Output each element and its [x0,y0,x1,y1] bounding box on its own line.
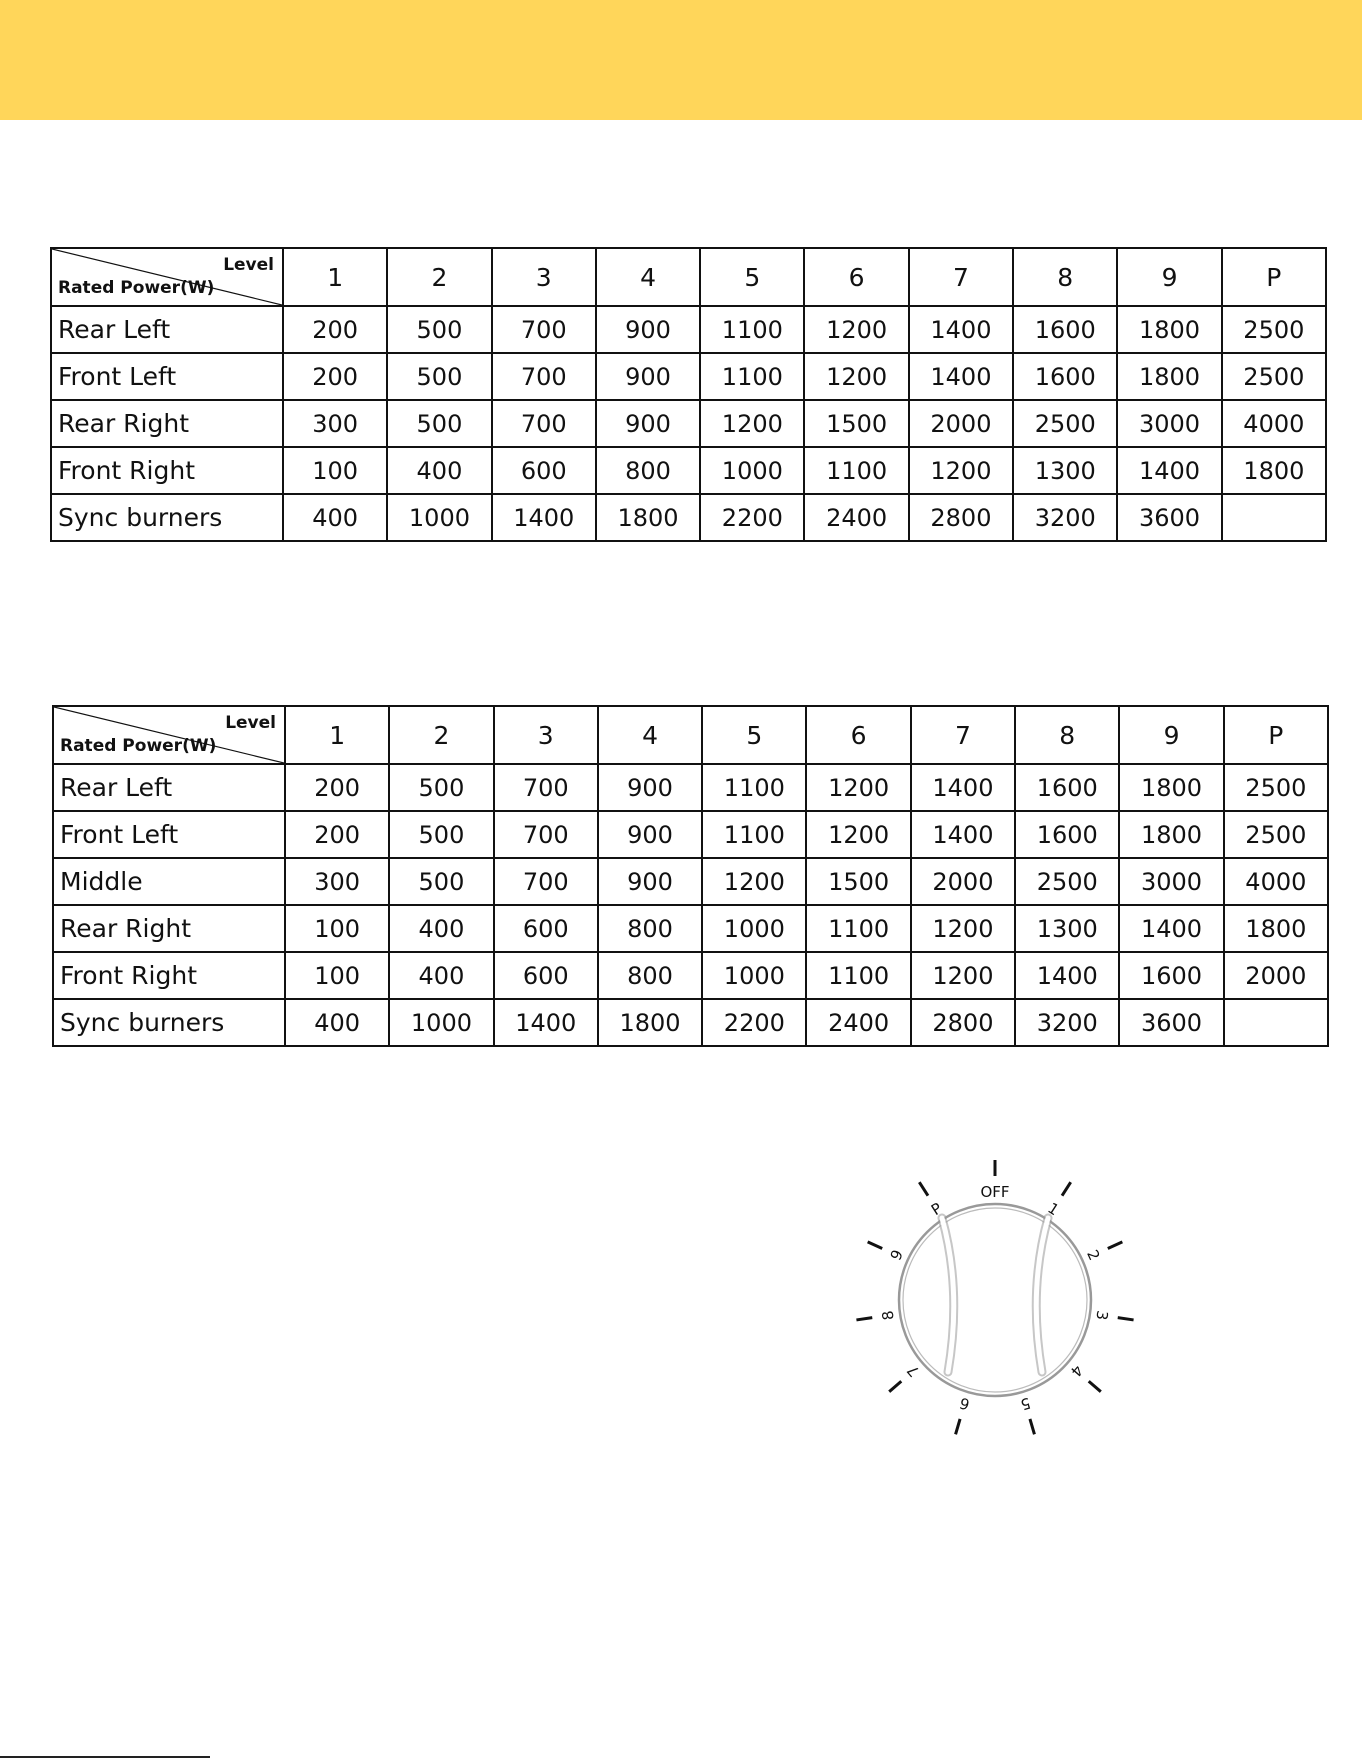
power-cell: 800 [596,447,700,494]
rated-power-label: Rated Power(W) [60,736,217,756]
level-header: 2 [387,248,491,306]
dial-label-off: OFF [980,1183,1010,1201]
power-cell: 2500 [1013,400,1117,447]
power-cell: 1300 [1013,447,1117,494]
power-cell: 1600 [1119,952,1223,999]
zone-label: Front Right [53,952,285,999]
power-cell: 1400 [1015,952,1119,999]
power-cell: 900 [596,400,700,447]
table-row [53,764,1328,811]
power-cell: 200 [283,353,387,400]
power-cell: 4000 [1222,400,1326,447]
power-cell: 1200 [700,400,804,447]
power-cell: 200 [283,306,387,353]
power-cell: 1100 [700,306,804,353]
power-cell: 400 [387,447,491,494]
level-header: 2 [389,706,493,764]
level-header: P [1222,248,1326,306]
dial-tick [1089,1381,1101,1391]
power-cell: 1600 [1013,353,1117,400]
table-row [53,905,1328,952]
dial-tick [1030,1419,1035,1434]
header-band [0,0,1362,120]
zone-label: Front Left [51,353,283,400]
power-cell: 2500 [1222,306,1326,353]
power-cell: 1800 [1119,811,1223,858]
power-cell: 1100 [804,447,908,494]
power-cell: 2000 [911,858,1015,905]
power-cell: 700 [494,858,598,905]
power-cell: 1000 [700,447,804,494]
dial-label-8: 8 [878,1309,898,1322]
power-cell: 2400 [804,494,908,541]
power-cell: 3200 [1015,999,1119,1046]
power-cell: 1000 [702,952,806,999]
power-cell: 1800 [598,999,702,1046]
level-header: 5 [700,248,804,306]
power-cell: 1800 [1119,764,1223,811]
power-cell: 300 [285,858,389,905]
table-row [51,306,1326,353]
level-header: 1 [283,248,387,306]
power-cell: 400 [389,952,493,999]
table-row [51,353,1326,400]
power-cell: 200 [285,764,389,811]
table-header-row [51,248,1326,306]
table-header-row [53,706,1328,764]
dial-tick [956,1419,961,1434]
power-cell: 1600 [1015,811,1119,858]
power-cell: 1400 [911,811,1015,858]
corner-cell [53,706,285,764]
power-cell: 700 [492,353,596,400]
zone-label: Front Left [53,811,285,858]
power-cell: 1100 [702,764,806,811]
power-cell: 1400 [909,353,1013,400]
table-row [51,400,1326,447]
rated-power-label: Rated Power(W) [58,278,215,298]
level-header: 7 [909,248,1013,306]
power-cell: 2000 [1224,952,1328,999]
level-header: 8 [1013,248,1117,306]
power-cell: 800 [598,952,702,999]
level-label: Level [225,713,276,733]
zone-label: Rear Right [51,400,283,447]
zone-label: Rear Right [53,905,285,952]
control-knob-diagram [830,1140,1150,1440]
level-header: 3 [494,706,598,764]
power-cell: 1400 [909,306,1013,353]
level-header: 8 [1015,706,1119,764]
power-cell: 500 [387,353,491,400]
power-table-4-zone [50,247,1327,542]
power-cell: 1200 [911,952,1015,999]
power-cell: 4000 [1224,858,1328,905]
table-row [53,811,1328,858]
dial-tick [868,1242,883,1249]
power-cell: 2500 [1015,858,1119,905]
power-cell: 1100 [700,353,804,400]
power-cell: 3000 [1119,858,1223,905]
power-cell: 1200 [804,353,908,400]
power-cell: 1100 [806,905,910,952]
power-cell: 1400 [911,764,1015,811]
power-cell: 1100 [702,811,806,858]
power-cell: 1200 [909,447,1013,494]
power-cell: 400 [285,999,389,1046]
power-cell: 1200 [806,764,910,811]
power-cell: 400 [389,905,493,952]
power-cell: 1800 [1117,353,1221,400]
power-cell: 800 [598,905,702,952]
power-cell: 1500 [804,400,908,447]
dial-label-4: 4 [1066,1361,1087,1381]
power-cell: 1000 [702,905,806,952]
dial-label-9: 9 [886,1247,907,1264]
power-cell: 1800 [596,494,700,541]
power-cell: 1100 [806,952,910,999]
dial-tick [1118,1318,1134,1320]
power-cell: 2500 [1222,353,1326,400]
power-cell: 500 [389,764,493,811]
power-cell: 500 [389,811,493,858]
table-row [53,999,1328,1046]
power-cell: 100 [283,447,387,494]
power-cell: 2200 [700,494,804,541]
dial-label-7: 7 [903,1361,924,1381]
level-header: 1 [285,706,389,764]
dial-tick [919,1182,928,1195]
power-cell: 2800 [909,494,1013,541]
power-cell: 900 [598,764,702,811]
power-cell: 1200 [702,858,806,905]
table-row [51,494,1326,541]
power-cell: 1400 [494,999,598,1046]
dial-tick [889,1381,901,1391]
power-cell: 1600 [1013,306,1117,353]
power-cell: 900 [598,811,702,858]
power-cell: 500 [389,858,493,905]
power-cell: 900 [596,353,700,400]
level-header: P [1224,706,1328,764]
power-cell: 1400 [1117,447,1221,494]
power-cell: 2500 [1224,811,1328,858]
power-cell: 600 [494,952,598,999]
dial-tick [1108,1242,1123,1249]
level-header: 5 [702,706,806,764]
power-cell [1222,494,1326,541]
power-cell: 100 [285,905,389,952]
zone-label: Sync burners [53,999,285,1046]
dial-label-2: 2 [1083,1247,1104,1264]
level-header: 6 [804,248,908,306]
power-cell: 600 [492,447,596,494]
power-cell: 1500 [806,858,910,905]
dial-label-6: 6 [957,1393,972,1414]
corner-cell [51,248,283,306]
level-header: 3 [492,248,596,306]
power-cell: 700 [492,306,596,353]
power-cell: 2400 [806,999,910,1046]
zone-label: Front Right [51,447,283,494]
power-cell: 1000 [387,494,491,541]
power-cell: 3600 [1119,999,1223,1046]
knob-body [899,1204,1091,1396]
power-cell: 2000 [909,400,1013,447]
zone-label: Middle [53,858,285,905]
dial-label-3: 3 [1092,1309,1112,1322]
power-cell: 1400 [1119,905,1223,952]
level-header: 6 [806,706,910,764]
zone-label: Rear Left [51,306,283,353]
power-cell: 1800 [1117,306,1221,353]
dial-label-1: 1 [1044,1198,1063,1220]
power-cell: 1600 [1015,764,1119,811]
power-cell: 1800 [1222,447,1326,494]
power-cell: 2500 [1224,764,1328,811]
power-cell [1224,999,1328,1046]
power-cell: 2200 [702,999,806,1046]
level-header: 7 [911,706,1015,764]
power-cell: 1200 [911,905,1015,952]
dial-label-p: P [927,1199,946,1220]
footer-rule [0,1756,210,1758]
level-header: 9 [1119,706,1223,764]
dial-tick [856,1318,872,1320]
power-cell: 400 [283,494,387,541]
power-cell: 900 [596,306,700,353]
level-header: 4 [596,248,700,306]
level-header: 4 [598,706,702,764]
zone-label: Sync burners [51,494,283,541]
power-cell: 1300 [1015,905,1119,952]
power-cell: 3200 [1013,494,1117,541]
power-cell: 500 [387,400,491,447]
power-cell: 100 [285,952,389,999]
power-cell: 700 [494,764,598,811]
power-cell: 1800 [1224,905,1328,952]
dial-tick [1062,1182,1071,1195]
power-cell: 3600 [1117,494,1221,541]
table-row [53,952,1328,999]
power-cell: 700 [494,811,598,858]
table-row [53,858,1328,905]
level-header: 9 [1117,248,1221,306]
power-cell: 1000 [389,999,493,1046]
table-row [51,447,1326,494]
power-cell: 600 [494,905,598,952]
power-table-5-zone [52,705,1329,1047]
power-cell: 2800 [911,999,1015,1046]
zone-label: Rear Left [53,764,285,811]
power-cell: 900 [598,858,702,905]
power-cell: 300 [283,400,387,447]
dial-label-5: 5 [1018,1393,1033,1414]
power-cell: 200 [285,811,389,858]
power-cell: 1200 [804,306,908,353]
power-cell: 500 [387,306,491,353]
power-cell: 1400 [492,494,596,541]
power-cell: 3000 [1117,400,1221,447]
level-label: Level [223,255,274,275]
power-cell: 700 [492,400,596,447]
power-cell: 1200 [806,811,910,858]
